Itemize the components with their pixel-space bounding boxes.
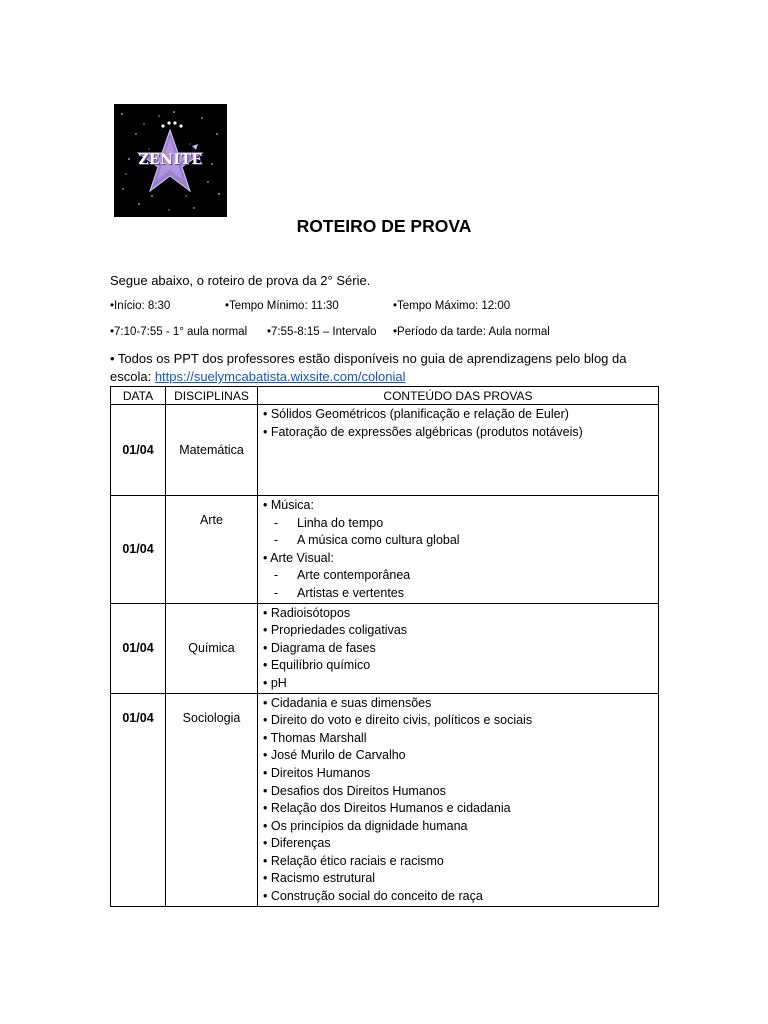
table-header-row: [111, 387, 659, 405]
content-item: • Música:: [263, 498, 314, 512]
break-time: •7:55-8:15 – Intervalo: [267, 326, 377, 338]
discipline-name: Matemática: [166, 405, 258, 496]
content-item: • Arte Visual:: [263, 550, 334, 565]
content-item: • Diagrama de fases: [263, 640, 376, 655]
table-row: [111, 405, 659, 496]
content-item: • Sólidos Geométricos (planificação e relação de Euler): [263, 407, 569, 421]
first-class: •7:10-7:55 - 1° aula normal: [110, 326, 248, 338]
content-subitem: - Linha do tempo: [274, 515, 384, 530]
school-logo: [114, 104, 227, 217]
content-item: • Relação dos Direitos Humanos e cidadania: [263, 801, 511, 816]
discipline-name: Arte: [166, 496, 258, 604]
exam-date: 01/04: [111, 496, 166, 604]
content-subitem: - A música como cultura global: [274, 533, 460, 548]
exam-date: 01/04: [111, 405, 166, 496]
logo-text: ZENITE: [138, 152, 203, 168]
content-subitem: - Arte contemporânea: [274, 568, 411, 583]
page-title: ROTEIRO DE PROVA: [296, 216, 472, 236]
blog-link[interactable]: https://suelymcabatista.wixsite.com/colonial: [154, 369, 406, 384]
exam-schedule-table: [110, 386, 659, 907]
content-item: • Desafios dos Direitos Humanos: [263, 783, 446, 798]
content-item: • Direito do voto e direito civis, políticos e sociais: [263, 713, 533, 728]
note-text: • Todos os PPT dos professores estão disponíveis no guia de aprendizagens pelo blog da escola:: [110, 351, 627, 384]
content-item: • Diferenças: [263, 836, 331, 851]
content-item: • Direitos Humanos: [263, 765, 371, 780]
content-subitem: - Artistas e vertentes: [274, 585, 404, 600]
content-item: • Propriedades coligativas: [263, 623, 408, 638]
header-discipline: DISCIPLINAS: [166, 387, 258, 405]
intro-text: Segue abaixo, o roteiro de prova da 2° Série.: [110, 273, 371, 288]
exam-content: [258, 603, 659, 693]
content-item: • Thomas Marshall: [263, 730, 367, 745]
content-item: • Equilíbrio químico: [263, 658, 371, 673]
afternoon-period: •Período da tarde: Aula normal: [393, 326, 550, 338]
discipline-name: Sociologia: [166, 693, 258, 906]
exam-date: 01/04: [111, 693, 166, 906]
content-item: • Cidadania e suas dimensões: [263, 695, 432, 710]
minimum-time: •Tempo Mínimo: 11:30: [225, 300, 339, 312]
table-row: [111, 496, 659, 604]
content-item: • José Murilo de Carvalho: [263, 748, 406, 763]
exam-content: [258, 496, 659, 604]
content-item: • Fatoração de expressões algébricas (produtos notáveis): [263, 424, 583, 439]
content-item: • Racismo estrutural: [263, 871, 376, 886]
content-item: • Os princípios da dignidade humana: [263, 818, 468, 833]
exam-date: 01/04: [111, 603, 166, 693]
discipline-name: Química: [166, 603, 258, 693]
header-date: DATA: [111, 387, 166, 405]
exam-content: [258, 693, 659, 906]
content-item: • Relação ético raciais e racismo: [263, 853, 444, 868]
content-item: • Radioisótopos: [263, 605, 351, 620]
maximum-time: •Tempo Máximo: 12:00: [393, 300, 511, 312]
table-row: [111, 603, 659, 693]
exam-content: [258, 405, 659, 496]
content-item: • pH: [263, 675, 287, 690]
table-row: [111, 693, 659, 906]
ppt-note: [110, 350, 670, 386]
header-content: CONTEÚDO DAS PROVAS: [258, 387, 659, 405]
content-item: • Construção social do conceito de raça: [263, 889, 483, 904]
start-time: •Início: 8:30: [110, 300, 171, 312]
